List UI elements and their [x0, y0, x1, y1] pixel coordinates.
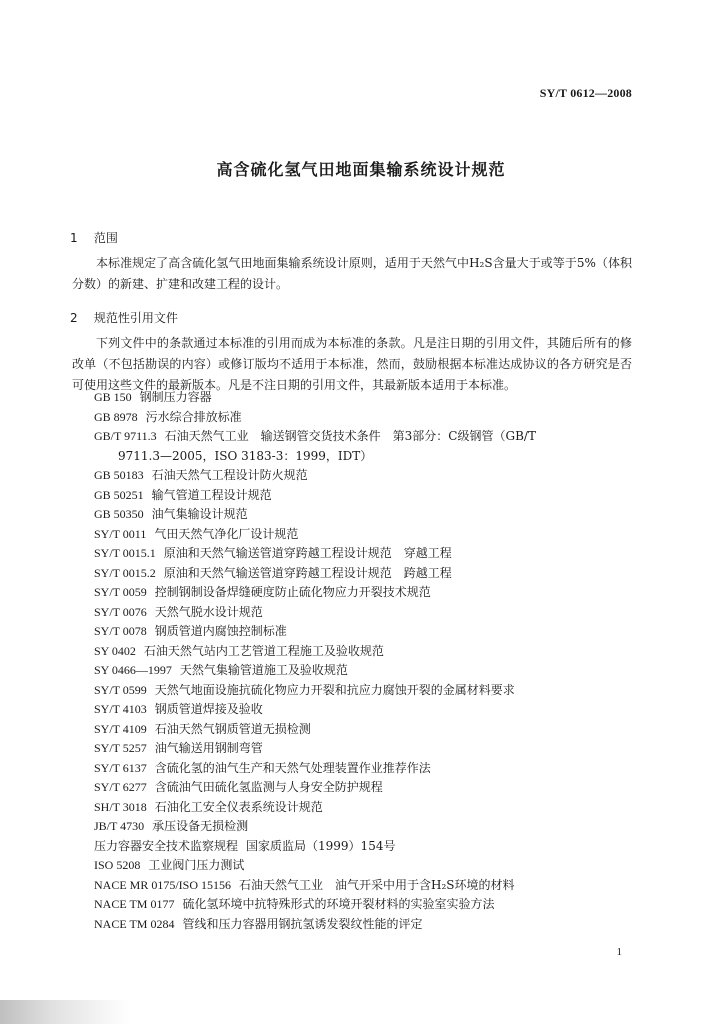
reference-code: ISO 5208: [94, 858, 141, 872]
reference-title: 硫化氢环境中抗特殊形式的环境开裂材料的实验室实验方法: [182, 897, 495, 911]
reference-code: GB 8978: [94, 409, 138, 424]
reference-code: NACE TM 0284: [94, 916, 175, 931]
reference-code: JB/T 4730: [94, 819, 145, 833]
section-1-paragraph: 本标准规定了高含硫化氢气田地面集输系统设计原则，适用于天然气中H₂S含量大于或等于5%（体积分数）的新建、扩建和改建工程的设计。: [72, 256, 632, 291]
reference-item: [94, 778, 654, 798]
reference-item: [94, 720, 654, 740]
reference-code: SY/T 0015.2: [94, 565, 156, 580]
reference-title: 国家质监局（1999）154号: [246, 838, 396, 853]
reference-title: 钢质管道内腐蚀控制标准: [154, 624, 287, 638]
section-1-heading: [70, 229, 118, 246]
reference-code: SY/T 0599: [94, 682, 147, 697]
reference-item: [94, 895, 654, 915]
reference-title: 污水综合排放标准: [145, 409, 242, 424]
reference-list: [94, 388, 654, 934]
reference-code: GB 50251: [94, 487, 144, 502]
reference-title: 石油天然气工业 输送钢管交货技术条件 第3部分：C级钢管（GB/T: [164, 429, 536, 443]
reference-title: 含硫化氢的油气生产和天然气处理装置作业推荐作法: [154, 760, 431, 775]
reference-item: [94, 564, 654, 584]
reference-item: [94, 837, 654, 857]
reference-title-continued: 9711.3—2005，ISO 3183-3：1999，IDT）: [118, 448, 373, 463]
reference-item: [94, 544, 654, 564]
scan-artifact: [0, 1000, 130, 1024]
reference-item: [94, 856, 654, 876]
reference-title: 管线和压力容器用钢抗氢诱发裂纹性能的评定: [182, 916, 423, 931]
reference-item: [94, 759, 654, 779]
reference-item: [94, 642, 654, 662]
reference-title: 天然气脱水设计规范: [154, 604, 263, 619]
reference-title: 石油天然气工程设计防火规范: [151, 468, 308, 482]
reference-title: 天然气地面设施抗硫化物应力开裂和抗应力腐蚀开裂的金属材料要求: [154, 682, 515, 697]
reference-code: SY/T 4103: [94, 702, 147, 716]
section-1-title: 范围: [93, 231, 118, 245]
reference-item: [94, 505, 654, 525]
reference-item: [94, 876, 654, 896]
reference-item: [94, 622, 654, 642]
reference-item: [94, 915, 654, 935]
reference-title: 输气管道工程设计规范: [151, 487, 272, 502]
section-2-number: 2: [70, 311, 78, 325]
reference-title: 承压设备无损检测: [152, 819, 249, 833]
reference-title: 原油和天然气输送管道穿跨越工程设计规范 跨越工程: [163, 565, 452, 580]
reference-code: SY/T 0078: [94, 624, 147, 638]
reference-title: 油气输送用钢制弯管: [154, 741, 263, 755]
reference-item: [94, 739, 654, 759]
reference-title: 石油天然气工业 油气开采中用于含H₂S环境的材料: [239, 877, 515, 892]
reference-item: [94, 486, 654, 506]
reference-code: SY/T 0015.1: [94, 546, 156, 560]
reference-code: SH/T 3018: [94, 799, 147, 814]
reference-item: [94, 817, 654, 837]
reference-code: SY/T 6277: [94, 780, 147, 794]
reference-code: SY 0466—1997: [94, 663, 172, 677]
reference-title: 原油和天然气输送管道穿跨越工程设计规范 穿越工程: [163, 546, 452, 560]
reference-code: GB 50183: [94, 468, 144, 482]
reference-code: SY/T 4109: [94, 721, 147, 736]
reference-code: SY 0402: [94, 643, 136, 658]
reference-title: 工业阀门压力测试: [148, 858, 245, 872]
standard-code: SY/T 0612—2008: [539, 86, 632, 100]
reference-title: 控制钢制设备焊缝硬度防止硫化物应力开裂技术规范: [154, 585, 431, 599]
reference-item: [94, 583, 654, 603]
reference-code: 压力容器安全技术监察规程: [94, 838, 239, 853]
reference-item: [94, 681, 654, 701]
reference-code: NACE MR 0175/ISO 15156: [94, 877, 232, 892]
reference-code: GB 50350: [94, 507, 144, 521]
reference-title: 钢制压力容器: [139, 390, 212, 404]
reference-item: [94, 408, 654, 428]
reference-code: NACE TM 0177: [94, 897, 175, 911]
reference-title: 天然气集输管道施工及验收规范: [179, 663, 348, 677]
page-number: 1: [616, 946, 622, 958]
reference-item: [94, 388, 654, 408]
reference-item: [94, 427, 654, 466]
reference-code: SY/T 0059: [94, 585, 147, 599]
section-2-title: 规范性引用文件: [93, 311, 178, 325]
reference-item: [94, 661, 654, 681]
reference-item: [94, 700, 654, 720]
reference-title: 油气集输设计规范: [151, 507, 248, 521]
reference-title: 石油化工安全仪表系统设计规范: [154, 799, 323, 814]
reference-code: SY/T 6137: [94, 760, 147, 775]
reference-code: GB/T 9711.3: [94, 429, 157, 443]
reference-item: [94, 798, 654, 818]
section-1-number: 1: [70, 231, 78, 245]
reference-title: 气田天然气净化厂设计规范: [154, 526, 299, 541]
reference-title: 含硫油气田硫化氢监测与人身安全防护规程: [154, 780, 383, 794]
reference-item: [94, 466, 654, 486]
reference-title: 钢质管道焊接及验收: [154, 702, 263, 716]
reference-title: 石油天然气站内工艺管道工程施工及验收规范: [143, 643, 384, 658]
reference-item: [94, 525, 654, 545]
reference-code: GB 150: [94, 390, 132, 404]
document-title: 高含硫化氢气田地面集输系统设计规范: [216, 160, 506, 179]
reference-title: 石油天然气钢质管道无损检测: [154, 721, 311, 736]
section-2-paragraph: 下列文件中的条款通过本标准的引用而成为本标准的条款。凡是注日期的引用文件，其随后所有的修改单（不包括勘误的内容）或修订版均不适用于本标准，然而，鼓励根据本标准达成协议的各方研究是否可使用这些文件的最新版本。凡是不注日期的引用文件，其最新版本适用于本标准。: [72, 336, 632, 392]
reference-code: SY/T 5257: [94, 741, 147, 755]
reference-item: [94, 603, 654, 623]
section-2-heading: [70, 309, 178, 326]
reference-code: SY/T 0076: [94, 604, 147, 619]
reference-code: SY/T 0011: [94, 526, 147, 541]
